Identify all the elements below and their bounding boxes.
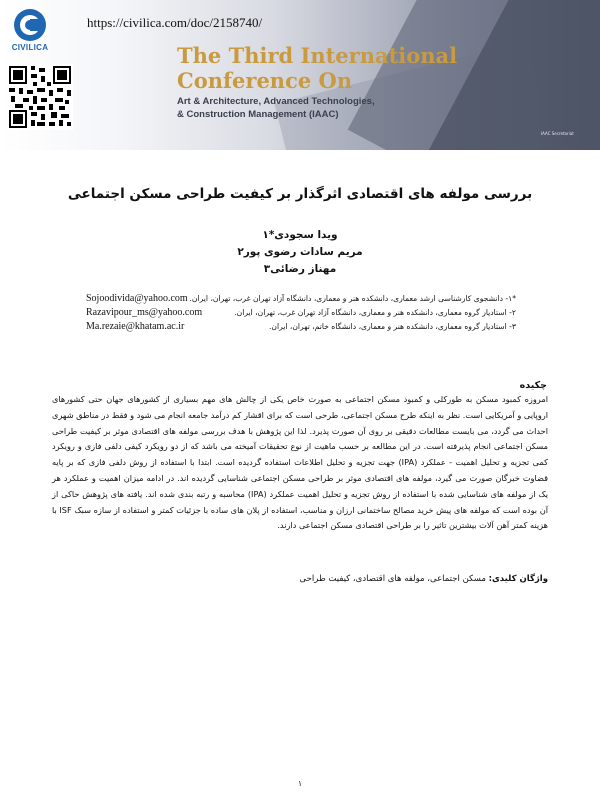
conference-title-line: Conference On <box>177 68 353 93</box>
keywords-line <box>150 574 548 584</box>
paper-title: بررسی مولفه های اقتصادی اثرگذار بر کیفیت طراحی مسکن اجتماعی <box>67 186 533 202</box>
affiliation-item <box>86 306 516 320</box>
logo-text: CIVILICA <box>11 43 49 52</box>
affiliation-text: ۲- استادیار گروه معماری، دانشکده هنر و معماری، دانشگاه آزاد تهران غرب، تهران، ایران. <box>234 308 516 317</box>
affiliation-item <box>86 292 516 306</box>
author-email[interactable]: Ma.rezaie@khatam.ac.ir <box>86 321 185 332</box>
page-number: ۱ <box>297 779 303 788</box>
keywords-label: واژگان کلیدی: <box>488 574 548 584</box>
document-url[interactable]: https://civilica.com/doc/2158740/ <box>87 15 263 30</box>
abstract-heading: چکیده <box>519 380 547 391</box>
author-email[interactable]: Sojoodivida@yahoo.com <box>86 293 188 304</box>
banner-side-note: IAAC Secretariat <box>541 131 574 136</box>
conference-banner <box>0 0 600 150</box>
author-name: مهناز رضائی۳ <box>263 263 337 275</box>
qr-code-icon <box>7 64 73 130</box>
author-name: مریم سادات رضوی پور۲ <box>237 246 363 258</box>
author-email[interactable]: Razavipour_ms@yahoo.com <box>86 307 203 318</box>
keywords-text: مسکن اجتماعی، مولفه های اقتصادی، کیفیت طراحی <box>299 574 486 584</box>
conference-title-line: The Third International <box>177 43 458 68</box>
abstract-body: امروزه کمبود مسکن به طورکلی و کمبود مسکن اجتماعی به صورت خاص یکی از چالش های مهم بسیاری از کشورهای جهان حتی کشورهای اروپایی و آمریکایی است. نظر به اینکه طرح مسکن اجتماعی، طرحی است که برای اقشار کم درآمد جامعه انجام می شود و فقط در مناطق شهری احداث می گردد، می بایست مطالعات دقیقی بر روی آن صورت پذیرد. لذا این پژوهش با هدف بررسی مولفه های اقتصادی موثر بر کیفیت طراحی مسکن اجتماعی انجام پذیرفته است. در این مطالعه بر حسب ماهیت از نوع تحقیقات آمیخته می باشد که از دو رویکرد کیفی دلفی فازی و رویکرد کمی تجزیه و تحلیل اهمیت - عملکرد (IPA) جهت تجزیه و تحلیل اطلاعات استفاده گردیده است. ابتدا با استفاده از روش دلفی فازی که بر پایه قضاوت خبرگان صورت می گیرد، مولفه های اقتصادی موثر بر طراحی مسکن اجتماعی شناسایی گردیده اند. در ادامه میزان اهمیت و عملکرد هر یک از مولفه های شناسایی شده با استفاده از روش تجزیه و تحلیل اهمیت عملکرد (IPA) محاسبه و رتبه بندی شده اند. یافته های پژوهش حاکی از آن بوده است که مولفه های پیش خرید مصالح ساختمانی ارزان و مناسب، استفاده از پلان های ساده با جزئیات کمتر و استفاده از سازه سبک ISF با هزینه کمتر آهن آلات بیشترین تاثیر را بر طراحی اقتصادی مسکن اجتماعی دارند. <box>52 394 548 531</box>
conference-title <box>177 43 457 93</box>
affiliation-item <box>86 320 516 334</box>
conference-subtitle <box>177 95 375 121</box>
affiliation-list <box>86 292 516 334</box>
conference-subtitle-line: Art & Architecture, Advanced Technologies, <box>177 96 375 107</box>
conference-subtitle-line: & Construction Management (IAAC) <box>177 109 339 120</box>
affiliation-text: *۱- دانشجوی کارشناسی ارشد معماری، دانشکده هنر و معماری، دانشگاه آزاد تهران غرب، تهران، ایران. <box>189 294 516 303</box>
author-list <box>150 227 450 278</box>
affiliation-text: ۳- استادیار گروه معماری، دانشکده هنر و معماری، دانشگاه خاتم، تهران، ایران. <box>268 322 516 331</box>
author-name: ویدا سجودی*۱ <box>262 229 338 241</box>
